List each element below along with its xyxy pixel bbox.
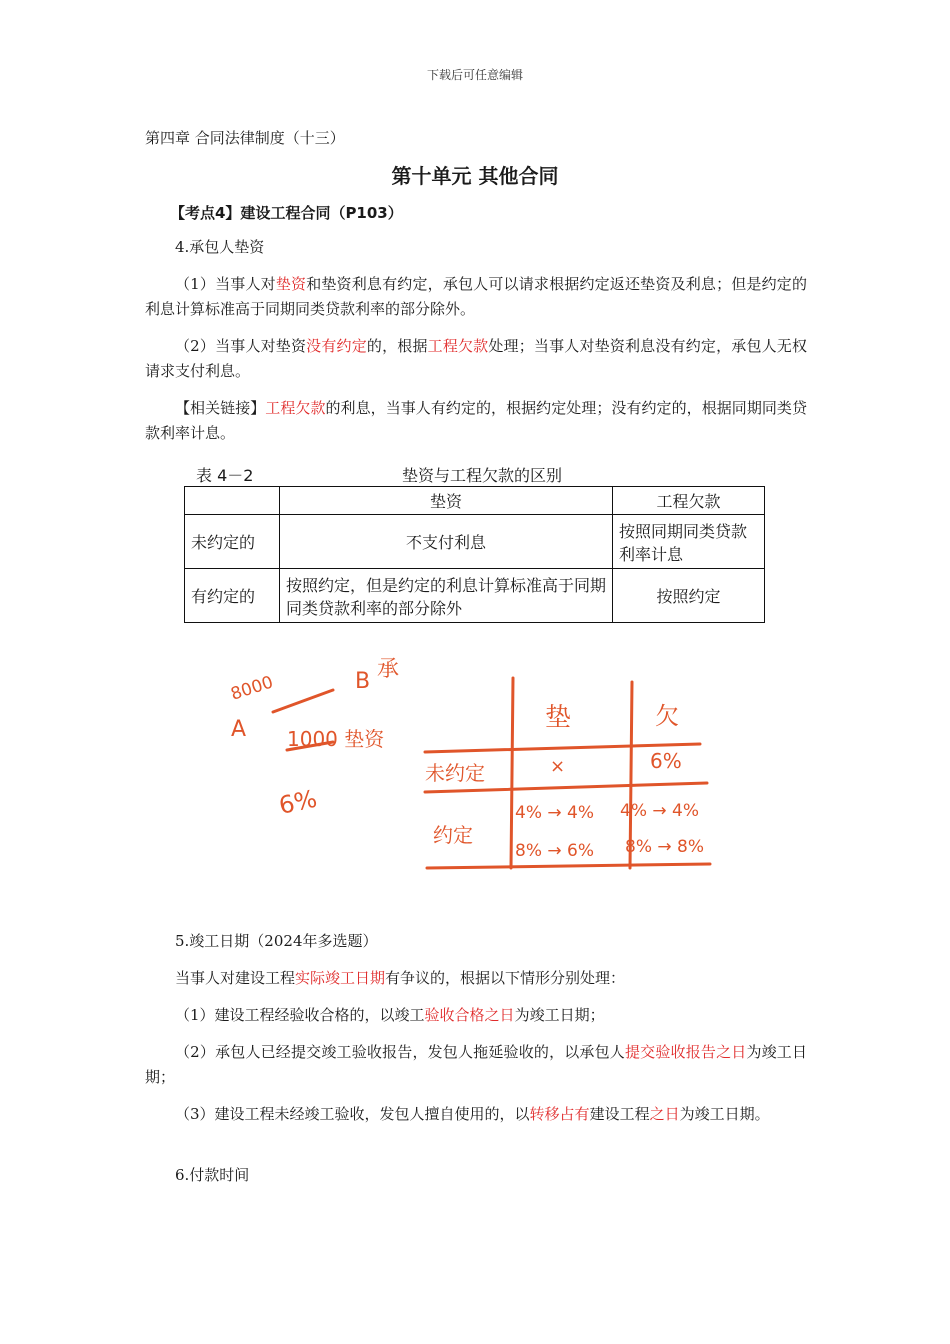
hand-grid-line — [511, 678, 513, 868]
table-header-cell: 垫资 — [280, 487, 613, 515]
table-cell: 不支付利息 — [280, 515, 613, 569]
hand-cell: 8% → 6% — [515, 841, 594, 861]
paragraph-4-2: （2）当事人对垫资没有约定的，根据工程欠款处理；当事人对垫资利息没有约定，承包人无权请求支付利息。 — [145, 337, 807, 380]
table-cell: 按照约定 — [613, 569, 765, 623]
key-point-heading: 【考点4】建设工程合同（P103） — [170, 204, 403, 222]
section-5-item-3: （3）建设工程未经竣工验收，发包人擅自使用的，以转移占有建设工程之日为竣工日期。 — [175, 1105, 770, 1123]
table-header-cell — [185, 487, 280, 515]
hand-contractor: 承 — [377, 657, 400, 682]
hand-cell: × — [550, 756, 566, 777]
table-cell: 有约定的 — [185, 569, 280, 623]
hand-party-a: A — [231, 717, 247, 742]
hand-party-b: B — [355, 669, 371, 694]
chapter-title: 第四章 合同法律制度（十三） — [145, 129, 345, 147]
hand-amount: 8000 — [228, 672, 276, 705]
table-header-cell: 工程欠款 — [613, 487, 765, 515]
section-5-intro: 当事人对建设工程实际竣工日期有争议的，根据以下情形分别处理： — [175, 969, 626, 987]
section-4-heading: 4.承包人垫资 — [175, 238, 265, 256]
hand-row-unagreed: 未约定 — [425, 761, 485, 785]
section-6-heading: 6.付款时间 — [175, 1166, 250, 1184]
hand-cell: 4% → 4% — [515, 803, 594, 823]
table-header-row — [185, 487, 765, 515]
section-5-heading: 5.竣工日期（2024年多选题） — [175, 932, 378, 950]
hand-row-agreed: 约定 — [433, 823, 473, 847]
section-5-item-2: （2）承包人已经提交竣工验收报告，发包人拖延验收的，以承包人提交验收报告之日为竣工日期； — [145, 1043, 807, 1086]
comparison-table — [184, 486, 765, 623]
unit-title: 第十单元 其他合同 — [391, 164, 559, 188]
related-link-paragraph: 【相关链接】工程欠款的利息，当事人有约定的，根据约定处理；没有约定的，根据同期同类贷款利率计息。 — [145, 399, 807, 442]
table-cell: 按照约定，但是约定的利息计算标准高于同期同类贷款利率的部分除外 — [280, 569, 613, 623]
table-cell: 未约定的 — [185, 515, 280, 569]
table-number: 表 4－2 — [196, 466, 254, 485]
hand-cell: 8% → 8% — [625, 837, 704, 857]
table-row — [185, 569, 765, 623]
hand-cell: 4% → 4% — [620, 801, 699, 821]
hand-advance: 1000 垫资 — [287, 727, 385, 751]
hand-col-dian: 垫 — [545, 703, 572, 733]
hand-stroke — [273, 690, 333, 712]
hand-grid-line — [427, 864, 710, 868]
handwritten-notes — [215, 640, 725, 890]
section-5-item-1: （1）建设工程经验收合格的，以竣工验收合格之日为竣工日期； — [175, 1006, 605, 1024]
page-header: 下载后可任意编辑 — [426, 68, 523, 82]
paragraph-4-1: （1）当事人对垫资和垫资利息有约定，承包人可以请求根据约定返还垫资及利息；但是约定的利息计算标准高于同期同类贷款利率的部分除外。 — [145, 275, 807, 318]
table-caption: 垫资与工程欠款的区别 — [402, 466, 563, 485]
table-cell: 按照同期同类贷款利率计息 — [613, 515, 765, 569]
hand-col-qian: 欠 — [655, 702, 679, 730]
hand-rate: 6% — [276, 784, 320, 820]
hand-cell: 6% — [650, 749, 682, 773]
table-row — [185, 515, 765, 569]
